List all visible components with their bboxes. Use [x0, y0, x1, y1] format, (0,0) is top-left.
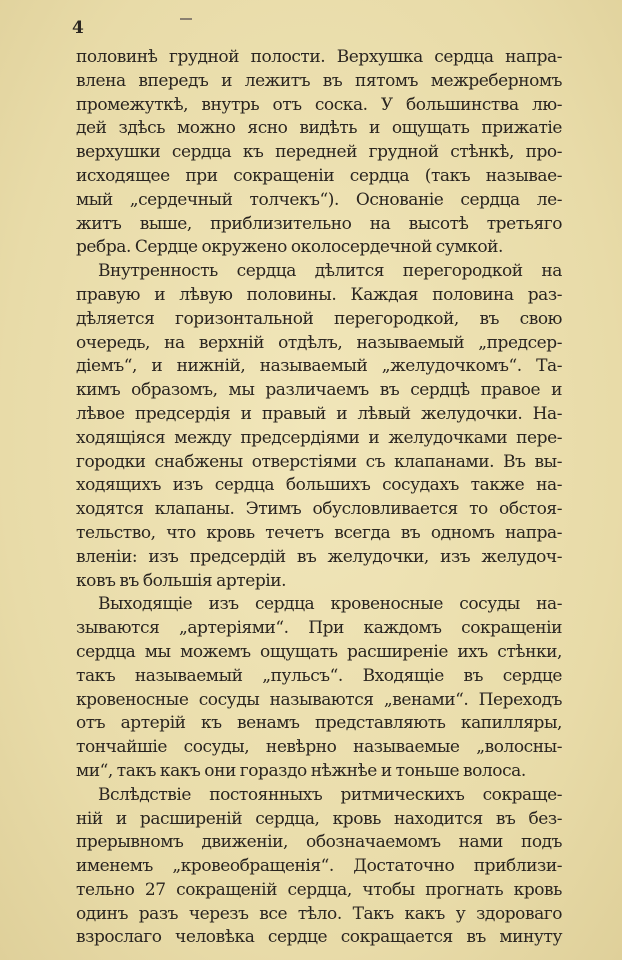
page-number: 4 — [72, 18, 84, 38]
text-line: тельно 27 сокращеній сердца, чтобы прогнать кровь — [76, 879, 562, 900]
text-line: сердца мы можемъ ощущать расширеніе ихъ стѣнки, — [76, 641, 562, 662]
text-line: дей здѣсь можно ясно видѣть и ощущать прижатіе — [76, 118, 562, 139]
text-line: дѣляется горизонтальной перегородкой, въ свою — [76, 308, 562, 329]
text-line: Внутренность сердца дѣлится перегородкой на — [98, 261, 562, 282]
text-line: правую и лѣвую половины. Каждая половина раз- — [76, 284, 562, 305]
text-line: ковъ въ большія артеріи. — [76, 570, 287, 591]
text-line: половинѣ грудной полости. Верхушка сердца напра- — [76, 47, 562, 67]
text-line: такъ называемый „пульсъ“. Входящіе въ сердце — [76, 665, 562, 686]
text-line: Выходящіе изъ сердца кровеносные сосуды на- — [98, 594, 562, 615]
text-line: очередь, на верхній отдѣлъ, называемый „предсер- — [76, 332, 562, 353]
text-line: зываются „артеріями“. При каждомъ сокращеніи — [76, 618, 562, 639]
text-line: промежуткѣ, внутрь отъ соска. У большинства лю- — [76, 94, 562, 115]
header-mark — [180, 18, 192, 20]
text-line: вленіи: изъ предсердій въ желудочки, изъ желудоч- — [76, 546, 562, 567]
text-line: діемъ“, и нижній, называемый „желудочкомъ“. Та- — [76, 356, 562, 377]
text-line: тончайшіе сосуды, невѣрно называемые „волосны- — [76, 737, 562, 758]
text-line: тельство, что кровь течетъ всегда въ одномъ напра- — [76, 522, 562, 543]
text-line: прерывномъ движеніи, обозначаемомъ нами подъ — [76, 832, 562, 853]
text-line: именемъ „кровеобращенія“. Достаточно приблизи- — [76, 856, 562, 877]
text-line: исходящее при сокращеніи сердца (такъ называе- — [76, 165, 562, 186]
body-text — [76, 46, 562, 950]
text-line: ній и расширеній сердца, кровь находится въ без- — [76, 808, 562, 829]
text-line: ребра. Сердце окружено околосердечной сумкой. — [76, 237, 503, 258]
text-line: лѣвое предсердія и правый и лѣвый желудочки. На- — [76, 403, 562, 424]
text-line: верхушки сердца къ передней грудной стѣнкѣ, про- — [76, 142, 562, 163]
text-line: кровеносные сосуды называются „венами“. Переходъ — [76, 689, 562, 710]
text-line: одинъ разъ черезъ все тѣло. Такъ какъ у здороваго — [76, 903, 562, 924]
text-line: взрослаго человѣка сердце сокращается въ минуту — [76, 927, 562, 948]
text-line: ходящихъ изъ сердца большихъ сосудахъ также на- — [76, 475, 562, 496]
text-line: ходящіяся между предсердіями и желудочками пере- — [76, 427, 562, 448]
text-line: мый „сердечный толчекъ“). Основаніе сердца ле- — [76, 189, 562, 210]
text-line: ми“, такъ какъ они гораздо нѣжнѣе и тоньше волоса. — [76, 760, 526, 781]
text-line: отъ артерій къ венамъ представляють капилляры, — [76, 713, 562, 734]
text-line: влена впередъ и лежитъ въ пятомъ межреберномъ — [76, 70, 562, 91]
text-line: кимъ образомъ, мы различаемъ въ сердцѣ правое и — [76, 380, 562, 401]
text-line: городки снабжены отверстіями съ клапанами. Въ вы- — [76, 451, 562, 472]
text-line: житъ выше, приблизительно на высотѣ третьяго — [76, 213, 562, 234]
text-line: ходятся клапаны. Этимъ обусловливается то обстоя- — [76, 499, 562, 520]
text-line: Вслѣдствіе постоянныхъ ритмическихъ сокраще- — [98, 784, 562, 805]
